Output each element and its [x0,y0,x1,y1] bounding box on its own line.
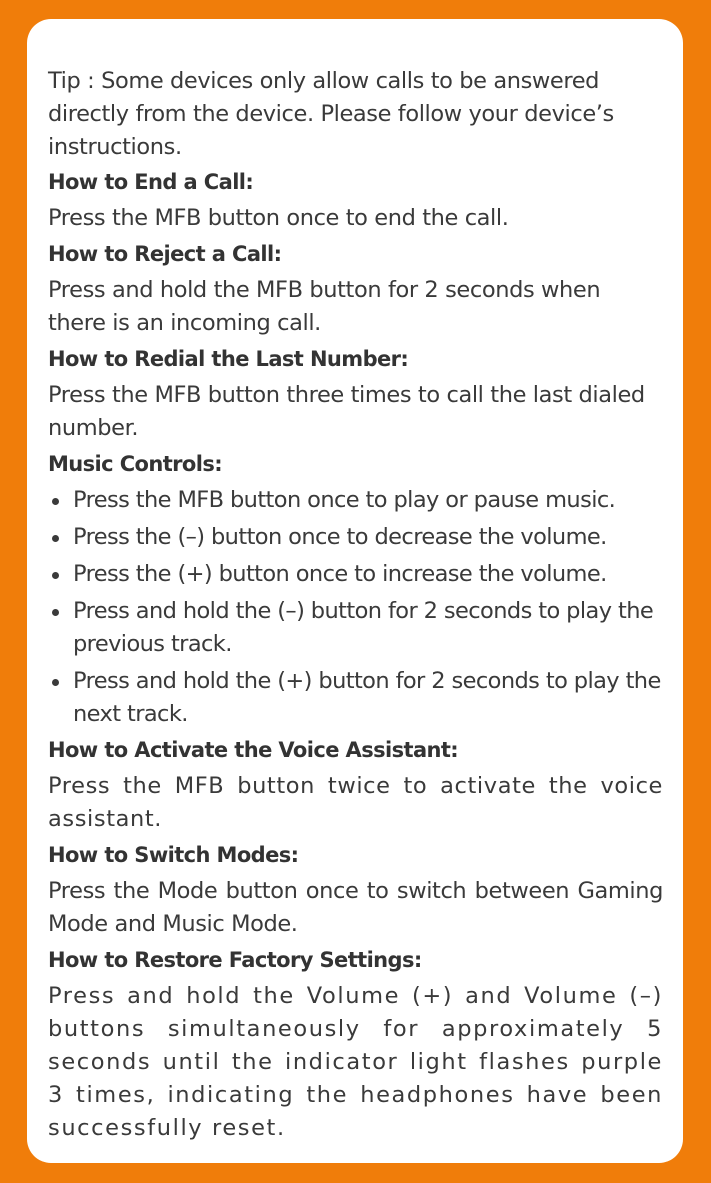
list-item-text: Press and hold the (+) button for 2 seconds to play the next track. [73,668,661,727]
music-controls-list [48,484,663,731]
section-body-factory-reset: Press and hold the Volume (+) and Volume (–) buttons simultaneously for approximately 5 seconds until the indicator light flashes purple 3 times, indicating the headphones have been successfully reset. [48,983,663,1141]
list-item [48,521,663,554]
section-switch-modes [48,841,663,941]
bullet-icon [52,679,59,686]
list-item-text: Press the MFB button once to play or pause music. [73,487,616,513]
list-item [48,484,663,517]
section-heading-switch-modes: How to Switch Modes: [48,843,299,867]
section-voice-assistant [48,736,663,836]
section-body-reject-call: Press and hold the MFB button for 2 seconds when there is an incoming call. [48,277,601,336]
bullet-icon [52,498,59,505]
bullet-icon [52,609,59,616]
section-music-controls [48,450,663,731]
list-item [48,595,663,661]
instruction-card [27,19,683,1163]
section-heading-reject-call: How to Reject a Call: [48,242,282,266]
section-body-redial: Press the MFB button three times to call the last dialed number. [48,382,645,441]
section-redial [48,345,663,445]
section-body-voice-assistant: Press the MFB button twice to activate the voice assistant. [48,773,663,832]
section-heading-music-controls: Music Controls: [48,452,223,476]
list-item [48,665,663,731]
section-heading-redial: How to Redial the Last Number: [48,347,409,371]
bullet-icon [52,572,59,579]
section-reject-call [48,240,663,340]
list-item [48,558,663,591]
section-heading-factory-reset: How to Restore Factory Settings: [48,948,422,972]
tip-text: Tip : Some devices only allow calls to be answered directly from the device. Please follow your device’s instructions. [48,68,614,160]
section-body-switch-modes: Press the Mode button once to switch between Gaming Mode and Music Mode. [48,878,663,937]
list-item-text: Press the (–) button once to decrease the volume. [73,524,607,550]
section-end-call [48,168,663,235]
section-body-end-call: Press the MFB button once to end the call. [48,205,509,231]
list-item-text: Press the (+) button once to increase the volume. [73,561,607,587]
section-heading-end-call: How to End a Call: [48,170,254,194]
list-item-text: Press and hold the (–) button for 2 seconds to play the previous track. [73,598,654,657]
section-heading-voice-assistant: How to Activate the Voice Assistant: [48,738,459,762]
bullet-icon [52,535,59,542]
section-factory-reset [48,946,663,1145]
